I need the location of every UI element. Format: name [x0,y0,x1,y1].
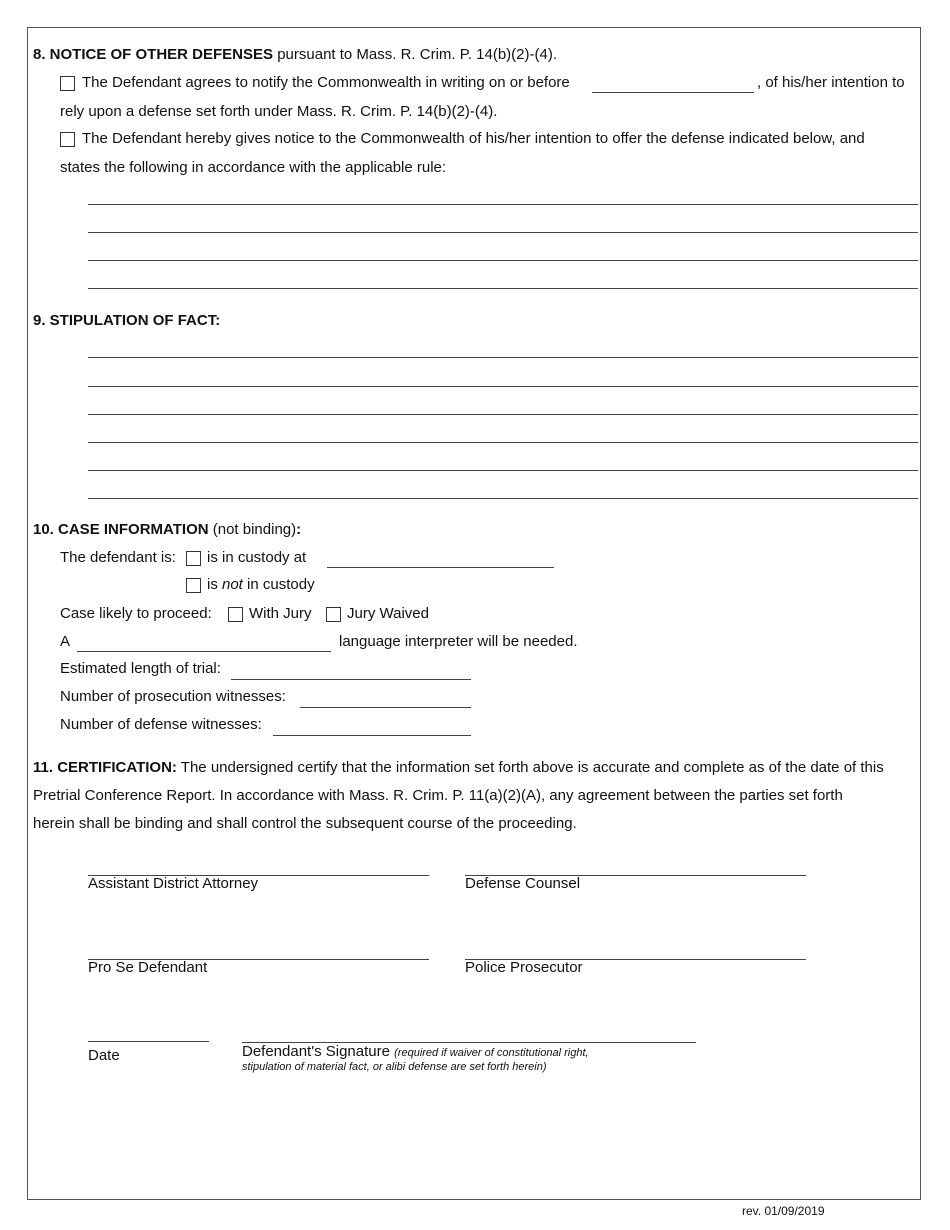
prosecution-witnesses-field[interactable] [300,707,471,708]
interpreter-language-field[interactable] [77,651,331,652]
date-label: Date [88,1047,120,1064]
not-in-custody-post: in custody [242,576,315,593]
jury-waived-checkbox[interactable] [326,607,341,622]
stipulation-line-5[interactable] [88,470,918,471]
defendant-signature-note-b: stipulation of material fact, or alibi defense are set forth herein) [242,1061,547,1073]
defense-line-2[interactable] [88,232,918,233]
defendant-signature-text: Defendant's Signature [242,1043,390,1060]
custody-location-field[interactable] [327,567,554,568]
notify-date-field[interactable] [592,92,754,93]
option1-text-b: , of his/her intention to [757,74,905,91]
ada-label: Assistant District Attorney [88,875,259,892]
with-jury-checkbox[interactable] [228,607,243,622]
in-custody-checkbox[interactable] [186,551,201,566]
defense-witnesses-field[interactable] [273,735,471,736]
stipulation-line-3[interactable] [88,414,918,415]
defendant-is-label: The defendant is: [60,549,176,566]
option2-text-a: The Defendant hereby gives notice to the Commonwealth of his/her intention to offer the defense indicated below, and [82,130,865,147]
in-custody-label: is in custody at [207,549,307,566]
interpreter-prefix: A [60,633,71,650]
defense-counsel-label: Defense Counsel [465,875,581,892]
section8-heading-bold: 8. NOTICE OF OTHER DEFENSES [33,46,274,63]
option1-text-a: The Defendant agrees to notify the Commonwealth in writing on or before [82,74,570,91]
section10-heading [33,521,301,539]
not-in-custody-checkbox[interactable] [186,578,201,593]
date-line[interactable] [88,1041,209,1042]
stipulation-line-4[interactable] [88,442,918,443]
section8-heading-rest: pursuant to Mass. R. Crim. P. 14(b)(2)-(4). [273,46,557,63]
with-jury-label: With Jury [249,605,312,622]
section11-line2: Pretrial Conference Report. In accordance with Mass. R. Crim. P. 11(a)(2)(A), any agreement between the parties set forth [33,787,843,804]
option1-text-c: rely upon a defense set forth under Mass. R. Crim. P. 14(b)(2)-(4). [60,103,498,120]
stipulation-line-6[interactable] [88,498,918,499]
stipulation-line-1[interactable] [88,357,918,358]
section9-heading: 9. STIPULATION OF FACT: [33,312,221,329]
trial-length-label: Estimated length of trial: [60,660,221,677]
interpreter-suffix: language interpreter will be needed. [339,633,578,650]
section10-heading-rest: (not binding) [208,521,297,538]
not-in-custody-label [207,576,315,594]
section8-heading [33,46,557,64]
stipulation-line-2[interactable] [88,386,918,387]
section11-line1 [33,759,884,777]
trial-length-field[interactable] [231,679,471,680]
notify-commonwealth-checkbox[interactable] [60,76,75,91]
section10-heading-bold: 10. CASE INFORMATION [33,521,209,538]
section11-line3: herein shall be binding and shall control the subsequent course of the proceeding. [33,815,577,832]
section11-line1-text: The undersigned certify that the information set forth above is accurate and complete as of the date of this [176,759,884,776]
defendant-signature-note-a: (required if waiver of constitutional right, [394,1047,589,1059]
jury-waived-label: Jury Waived [347,605,429,622]
not-in-custody-pre: is [207,576,222,593]
prosecution-witnesses-label: Number of prosecution witnesses: [60,688,286,705]
section11-heading: 11. CERTIFICATION: [33,759,177,776]
not-in-custody-em: not [222,576,243,593]
option2-text-b: states the following in accordance with the applicable rule: [60,159,447,176]
proceed-label: Case likely to proceed: [60,605,212,622]
section10-heading-colon: : [296,521,302,538]
defense-witnesses-label: Number of defense witnesses: [60,716,262,733]
revision-date: rev. 01/09/2019 [742,1204,825,1218]
pro-se-label: Pro Se Defendant [88,959,208,976]
defense-line-4[interactable] [88,288,918,289]
defense-line-3[interactable] [88,260,918,261]
notice-of-defense-checkbox[interactable] [60,132,75,147]
defense-line-1[interactable] [88,204,918,205]
police-prosecutor-label: Police Prosecutor [465,959,583,976]
